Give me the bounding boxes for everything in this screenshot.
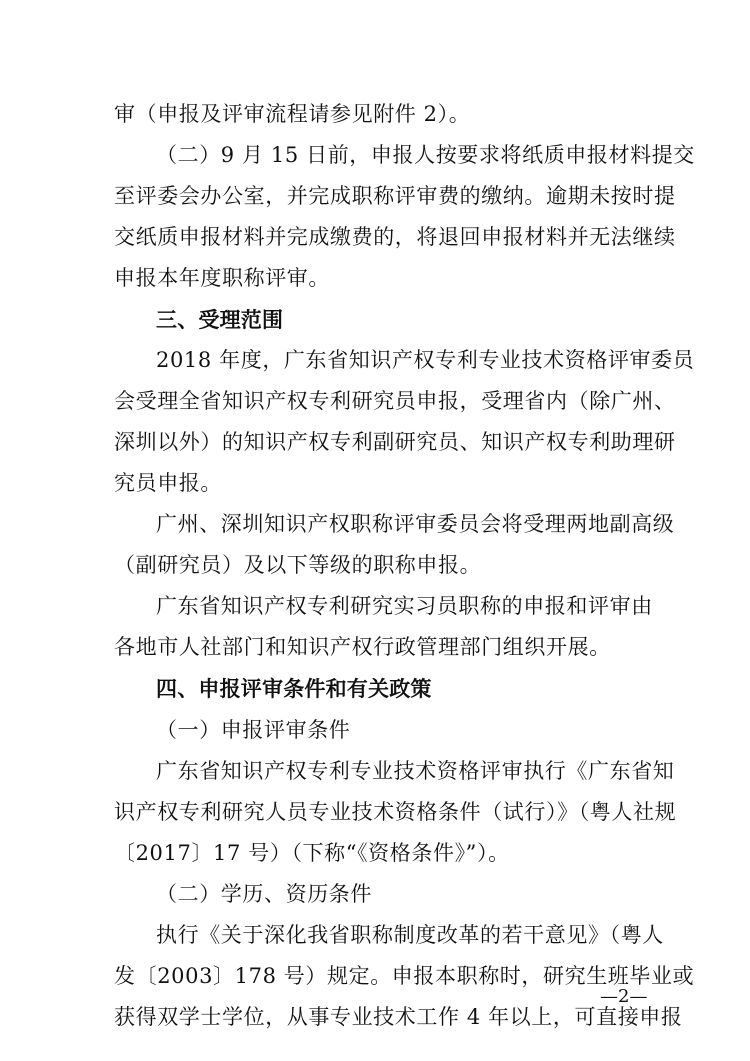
body-text-line: （二）9 月 15 日前，申报人按要求将纸质申报材料提交: [156, 143, 695, 167]
section-heading: 四、申报评审条件和有关政策: [156, 677, 432, 701]
body-text-line: 广州、深圳知识产权职称评审委员会将受理两地副高级: [156, 512, 675, 536]
page-number: —2—: [600, 986, 648, 1007]
body-text-line: 识产权专利研究人员专业技术资格条件（试行）》（粤人社规: [114, 800, 677, 824]
body-text-line: 究员申报。: [114, 471, 222, 495]
body-text-line: 审（申报及评审流程请参见附件 2）。: [114, 102, 471, 126]
body-text-line: 执行《关于深化我省职称制度改革的若干意见》（粤人: [156, 923, 664, 947]
body-text-line: 发〔2003〕178 号）规定。申报本职称时，研究生班毕业或: [114, 964, 695, 988]
body-text-line: 至评委会办公室，并完成职称评审费的缴纳。逾期未按时提: [114, 184, 676, 208]
body-text-line: 获得双学士学位，从事专业技术工作 4 年以上，可直接申报: [114, 1005, 683, 1029]
body-text-line: 〔2017〕17 号）（下称“《资格条件》”）。: [114, 841, 510, 865]
body-text-line: 各地市人社部门和知识产权行政管理部门组织开展。: [114, 635, 611, 659]
subsection-heading: （一）申报评审条件: [156, 718, 351, 742]
body-text-line: （副研究员）及以下等级的职称申报。: [114, 553, 482, 577]
body-text-line: 深圳以外）的知识产权专利副研究员、知识产权专利助理研: [114, 430, 676, 454]
body-text-line: 会受理全省知识产权专利研究员申报，受理省内（除广州、: [114, 389, 676, 413]
body-text-line: 交纸质申报材料并完成缴费的，将退回申报材料并无法继续: [114, 225, 676, 249]
body-text-line: 广东省知识产权专利专业技术资格评审执行《广东省知: [156, 759, 675, 783]
body-text-line: 申报本年度职称评审。: [114, 266, 330, 290]
body-text-line: 广东省知识产权专利研究实习员职称的申报和评审由: [156, 594, 653, 618]
body-text-line: 2018 年度，广东省知识产权专利专业技术资格评审委员: [156, 348, 695, 372]
subsection-heading: （二）学历、资历条件: [156, 882, 372, 906]
section-heading: 三、受理范围: [156, 308, 284, 332]
